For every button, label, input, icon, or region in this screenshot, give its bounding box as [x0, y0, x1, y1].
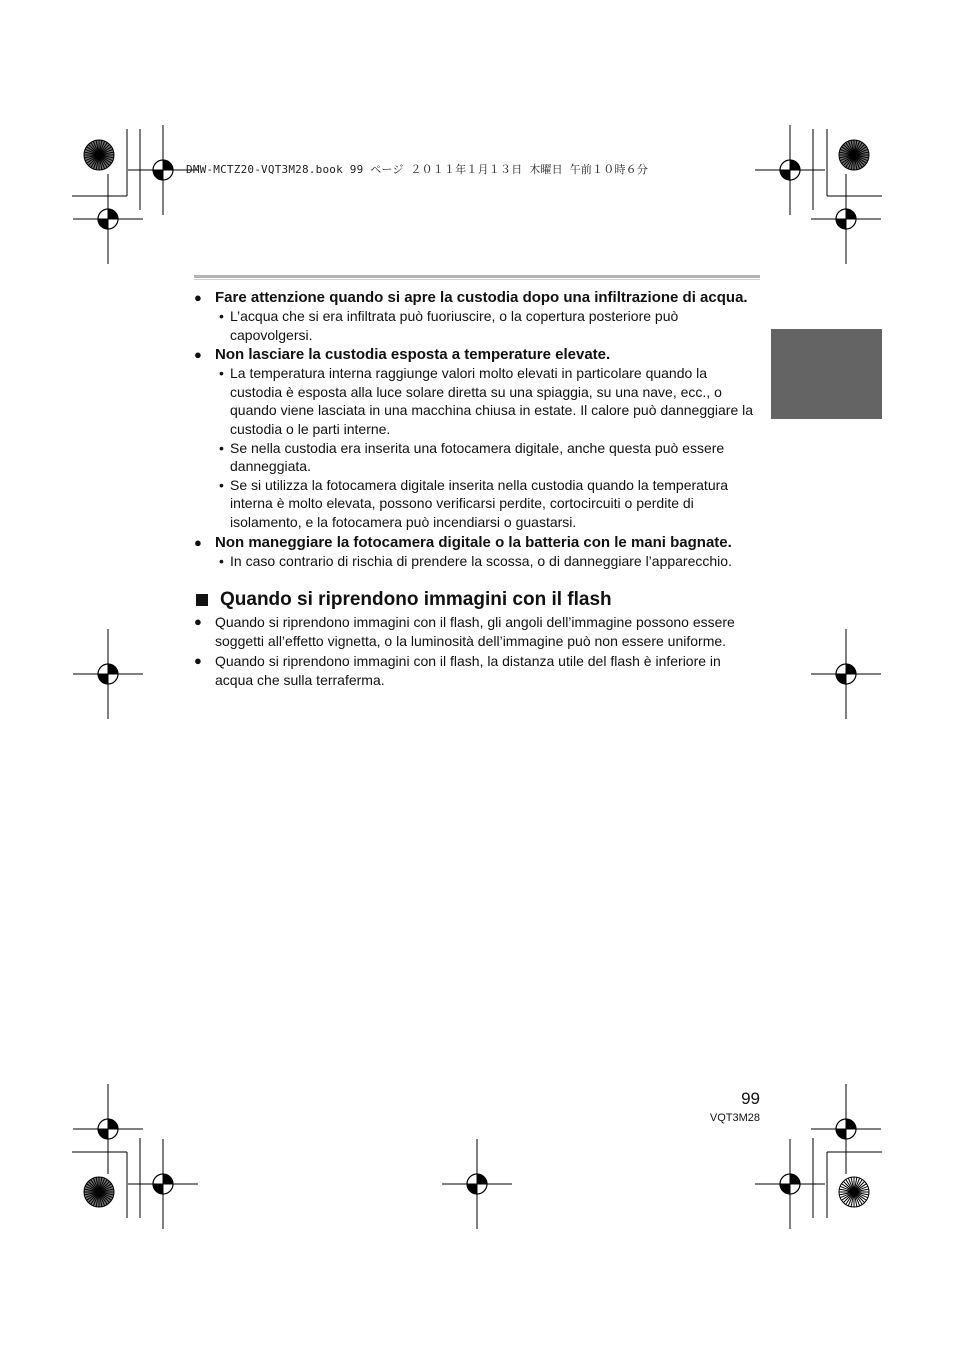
registration-crosshair-icon — [73, 629, 143, 719]
bullet-icon: ● — [194, 534, 202, 550]
caution-detail-text: Se si utilizza la fotocamera digitale inserita nella custodia quando la temperatura interna è molto elevata, possono verificarsi perdite, cortocircuiti o perdite di isolamento, e la fotocamera può incendiarsi o guastarsi. — [230, 476, 729, 530]
bullet-icon: ● — [194, 290, 202, 305]
caution-item — [194, 533, 760, 552]
flash-item — [194, 613, 760, 651]
registration-crosshair-icon — [73, 1084, 143, 1174]
print-header-file-info: DMW-MCTZ20-VQT3M28.book 99 ページ ２０１１年１月１３日 木曜日 午前１０時６分 — [186, 163, 649, 176]
top-rule-thin — [194, 279, 760, 280]
caution-item — [194, 288, 760, 307]
flash-item-text: Quando si riprendono immagini con il flash, gli angoli dell’immagine possono essere soggetti all’effetto vignetta, o la luminosità dell’immagine può non essere uniforme. — [215, 614, 735, 649]
page-content — [194, 275, 760, 689]
chapter-side-tab — [771, 329, 882, 419]
bullet-icon: • — [219, 365, 224, 382]
registration-crosshair-icon — [811, 174, 881, 264]
registration-crosshair-icon — [73, 174, 143, 264]
bullet-icon: • — [219, 308, 224, 324]
bullet-icon: ● — [194, 614, 202, 630]
caution-detail-text: In caso contrario di rischia di prendere la scossa, o di danneggiare l’apparecchio. — [230, 552, 732, 569]
bullet-icon: • — [219, 552, 224, 569]
caution-title: Non maneggiare la fotocamera digitale o la batteria con le mani bagnate. — [215, 533, 732, 551]
star-target-icon — [839, 1177, 869, 1207]
registration-crosshair-icon — [128, 1139, 198, 1229]
model-code: VQT3M28 — [709, 1112, 760, 1124]
caution-item — [194, 345, 760, 364]
caution-detail-text: La temperatura interna raggiunge valori molto elevati in particolare quando la custodia è esposta alla luce solare diretta su una spiaggia, su una nave, ecc., o quando viene lasciata in una macchina chiusa in estate. Il calore può danneggiare la custodia o le parti interne. — [230, 365, 754, 437]
star-target-icon — [84, 140, 114, 170]
flash-list — [194, 613, 760, 689]
caution-title: Fare attenzione quando si apre la custodia dopo una infiltrazione di acqua. — [215, 289, 748, 306]
caution-title: Non lasciare la custodia esposta a temperature elevate. — [215, 346, 611, 364]
top-rule — [194, 275, 760, 278]
section-heading — [194, 588, 760, 612]
caution-detail-text: Se nella custodia era inserita una fotocamera digitale, anche questa può essere danneggiata. — [230, 439, 725, 475]
caution-detail — [194, 439, 760, 476]
star-target-icon — [839, 140, 869, 170]
bullet-icon: ● — [194, 347, 202, 363]
caution-list — [194, 288, 760, 570]
caution-detail — [194, 364, 760, 438]
page-number: 99 — [741, 1089, 760, 1108]
registration-crosshair-icon — [442, 1139, 512, 1229]
registration-crosshair-icon — [755, 1139, 825, 1229]
registration-crosshair-icon — [755, 125, 825, 215]
caution-detail-text: L’acqua che si era infiltrata può fuoriuscire, o la copertura posteriore può capovolgersi. — [230, 308, 679, 343]
caution-detail — [194, 476, 760, 532]
flash-item — [194, 652, 760, 690]
caution-detail — [194, 552, 760, 571]
registration-crosshair-icon — [811, 1084, 881, 1174]
section-heading-text: Quando si riprendono immagini con il flash — [220, 589, 612, 611]
caution-detail — [194, 307, 760, 344]
registration-crosshair-icon — [811, 629, 881, 719]
bullet-icon: • — [219, 476, 224, 493]
flash-item-text: Quando si riprendono immagini con il flash, la distanza utile del flash è inferiore in acqua che sulla terraferma. — [215, 652, 721, 688]
square-bullet-icon — [196, 594, 208, 606]
bullet-icon: ● — [194, 652, 202, 668]
bullet-icon: • — [219, 439, 224, 456]
star-target-icon — [84, 1177, 114, 1207]
